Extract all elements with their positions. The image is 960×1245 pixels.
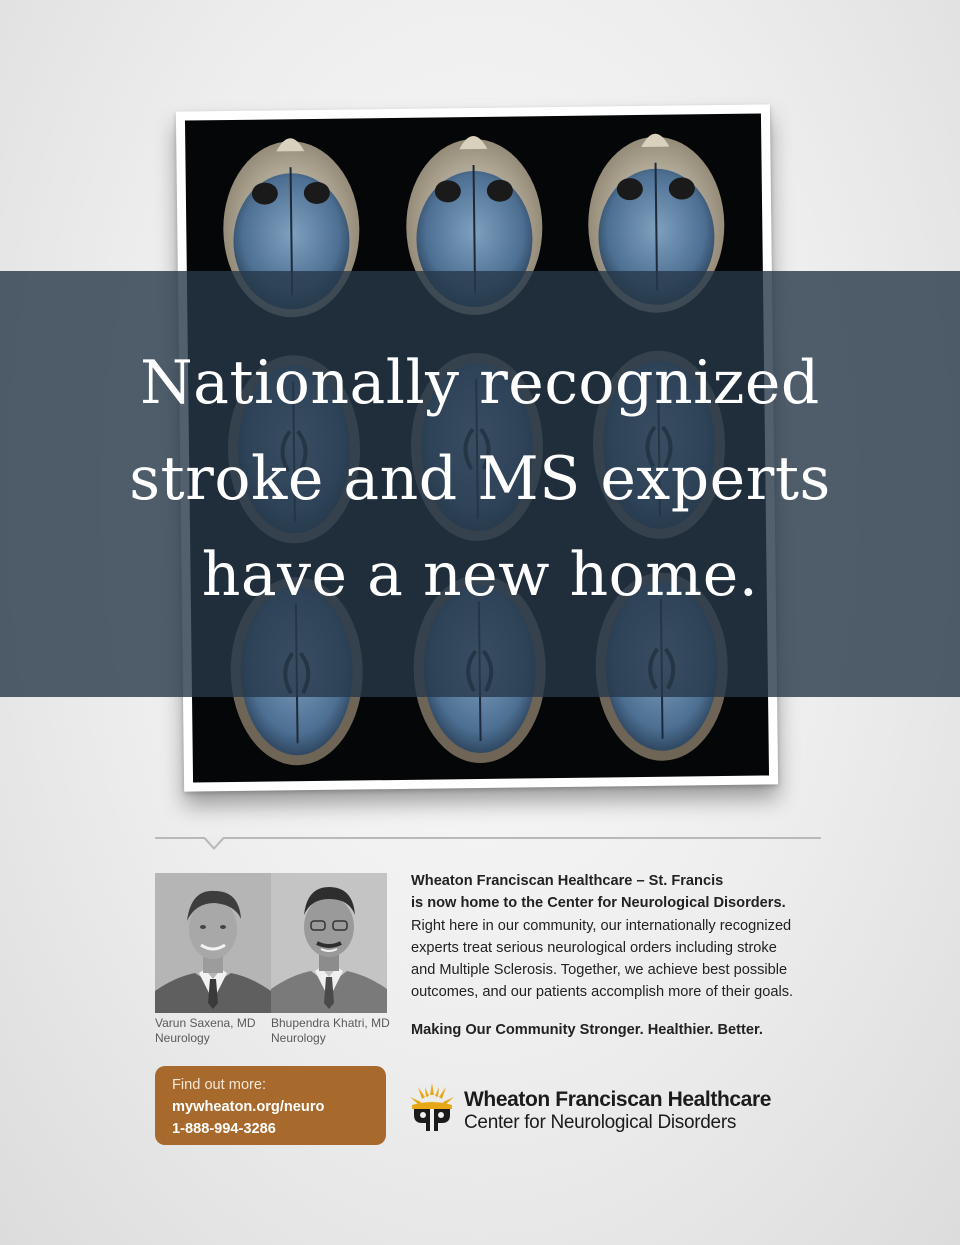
doctor-specialty: Neurology <box>155 1031 210 1045</box>
body-copy <box>411 870 831 1004</box>
doctor-photo-khatri <box>271 873 387 1013</box>
logo-name: Wheaton Franciscan Healthcare <box>464 1088 771 1111</box>
cta-lead: Find out more: <box>172 1077 267 1093</box>
phone-number[interactable]: 1-888-994-3286 <box>172 1121 276 1137</box>
doctor-caption-saxena <box>155 1016 256 1046</box>
find-out-more-box <box>155 1066 386 1145</box>
doctor-specialty: Neurology <box>271 1031 326 1045</box>
doctor-caption-khatri <box>271 1016 390 1046</box>
body-line-5: and Multiple Sclerosis. Together, we achieve best possible <box>411 962 788 979</box>
avatar <box>155 873 271 1013</box>
doctor-name: Bhupendra Khatri, MD <box>271 1016 390 1030</box>
divider-pointer-fill <box>205 837 223 847</box>
body-line-6: outcomes, and our patients accomplish more of their goals. <box>411 984 794 1001</box>
intro-line-2: is now home to the Center for Neurological Disorders. <box>411 895 786 912</box>
logo-subtitle: Center for Neurological Disorders <box>464 1112 737 1133</box>
body-line-3: Right here in our community, our internationally recognized <box>411 917 792 934</box>
intro-line-1: Wheaton Franciscan Healthcare – St. Francis <box>411 873 724 889</box>
sunburst-cross-icon <box>408 1081 456 1133</box>
avatar <box>271 873 387 1013</box>
section-divider <box>155 837 821 839</box>
headline-line-3: have a new home. <box>201 540 759 610</box>
headline-line-2: stroke and MS experts <box>129 444 831 514</box>
doctor-name: Varun Saxena, MD <box>155 1016 256 1030</box>
body-line-4: experts treat serious neurological orders including stroke <box>411 939 777 956</box>
website-link[interactable]: mywheaton.org/neuro <box>172 1099 325 1115</box>
headline <box>0 335 960 623</box>
headline-line-1: Nationally recognized <box>140 348 820 418</box>
tagline: Making Our Community Stronger. Healthier. Better. <box>411 1022 763 1038</box>
doctor-photo-saxena <box>155 873 271 1013</box>
